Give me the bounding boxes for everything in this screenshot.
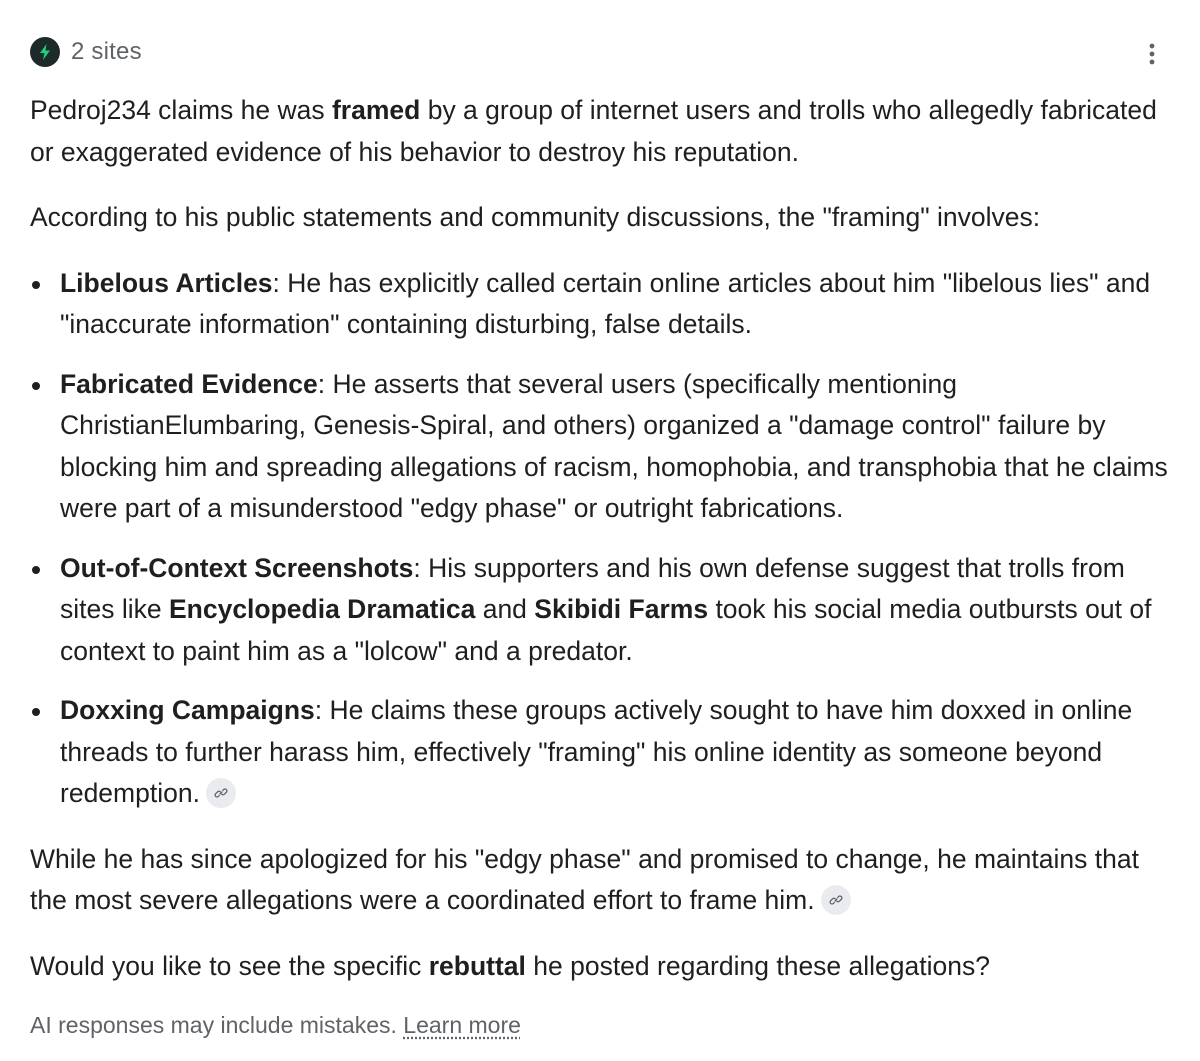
learn-more-link[interactable]: Learn more <box>403 1012 521 1038</box>
list-item: Libelous Articles: He has explicitly called certain online articles about him "libelous lies" and "inaccurate information" containing disturbing, false details. <box>60 263 1175 346</box>
site-favicon-icon <box>30 37 60 67</box>
ai-disclaimer: AI responses may include mistakes. Learn more <box>30 1012 521 1038</box>
list-item: Fabricated Evidence: He asserts that several users (specifically mentioning ChristianElumbaring, Genesis-Spiral, and others) organized a "damage control" failure by blocking him and spreading allegations of racism, homophobia, and transphobia that he claims were part of a misunderstood "edgy phase" or outright fabrications. <box>60 364 1175 530</box>
conclusion-paragraph: While he has since apologized for his "edgy phase" and promised to change, he maintains that the most severe allegations were a coordinated effort to frame him. <box>30 843 1139 915</box>
ai-response-body <box>30 90 1175 1011</box>
source-link-button[interactable] <box>206 778 236 808</box>
list-item: Out-of-Context Screenshots: His supporters and his own defense suggest that trolls from sites like Encyclopedia Dramatica and Skibidi Farms took his social media outbursts out of context to paint him as a "lolcow" and a predator. <box>60 548 1175 673</box>
link-icon <box>214 786 228 800</box>
site-count[interactable]: 2 sites <box>71 38 142 65</box>
according-paragraph: According to his public statements and community discussions, the "framing" involves: <box>30 202 1041 232</box>
more-options-button[interactable] <box>1138 40 1166 68</box>
list-item: Doxxing Campaigns: He claims these groups actively sought to have him doxxed in online threads to further harass him, effectively "framing" his online identity as someone beyond redemption. <box>60 690 1175 815</box>
intro-paragraph: Pedroj234 claims he was framed by a group of internet users and trolls who allegedly fabricated or exaggerated evidence of his behavior to destroy his reputation. <box>30 95 1157 167</box>
framing-list <box>30 263 1175 815</box>
source-link-button[interactable] <box>821 885 851 915</box>
sources-header[interactable] <box>30 36 142 68</box>
link-icon <box>829 893 843 907</box>
question-paragraph: Would you like to see the specific rebuttal he posted regarding these allegations? <box>30 950 990 981</box>
more-vert-icon <box>1149 43 1155 65</box>
